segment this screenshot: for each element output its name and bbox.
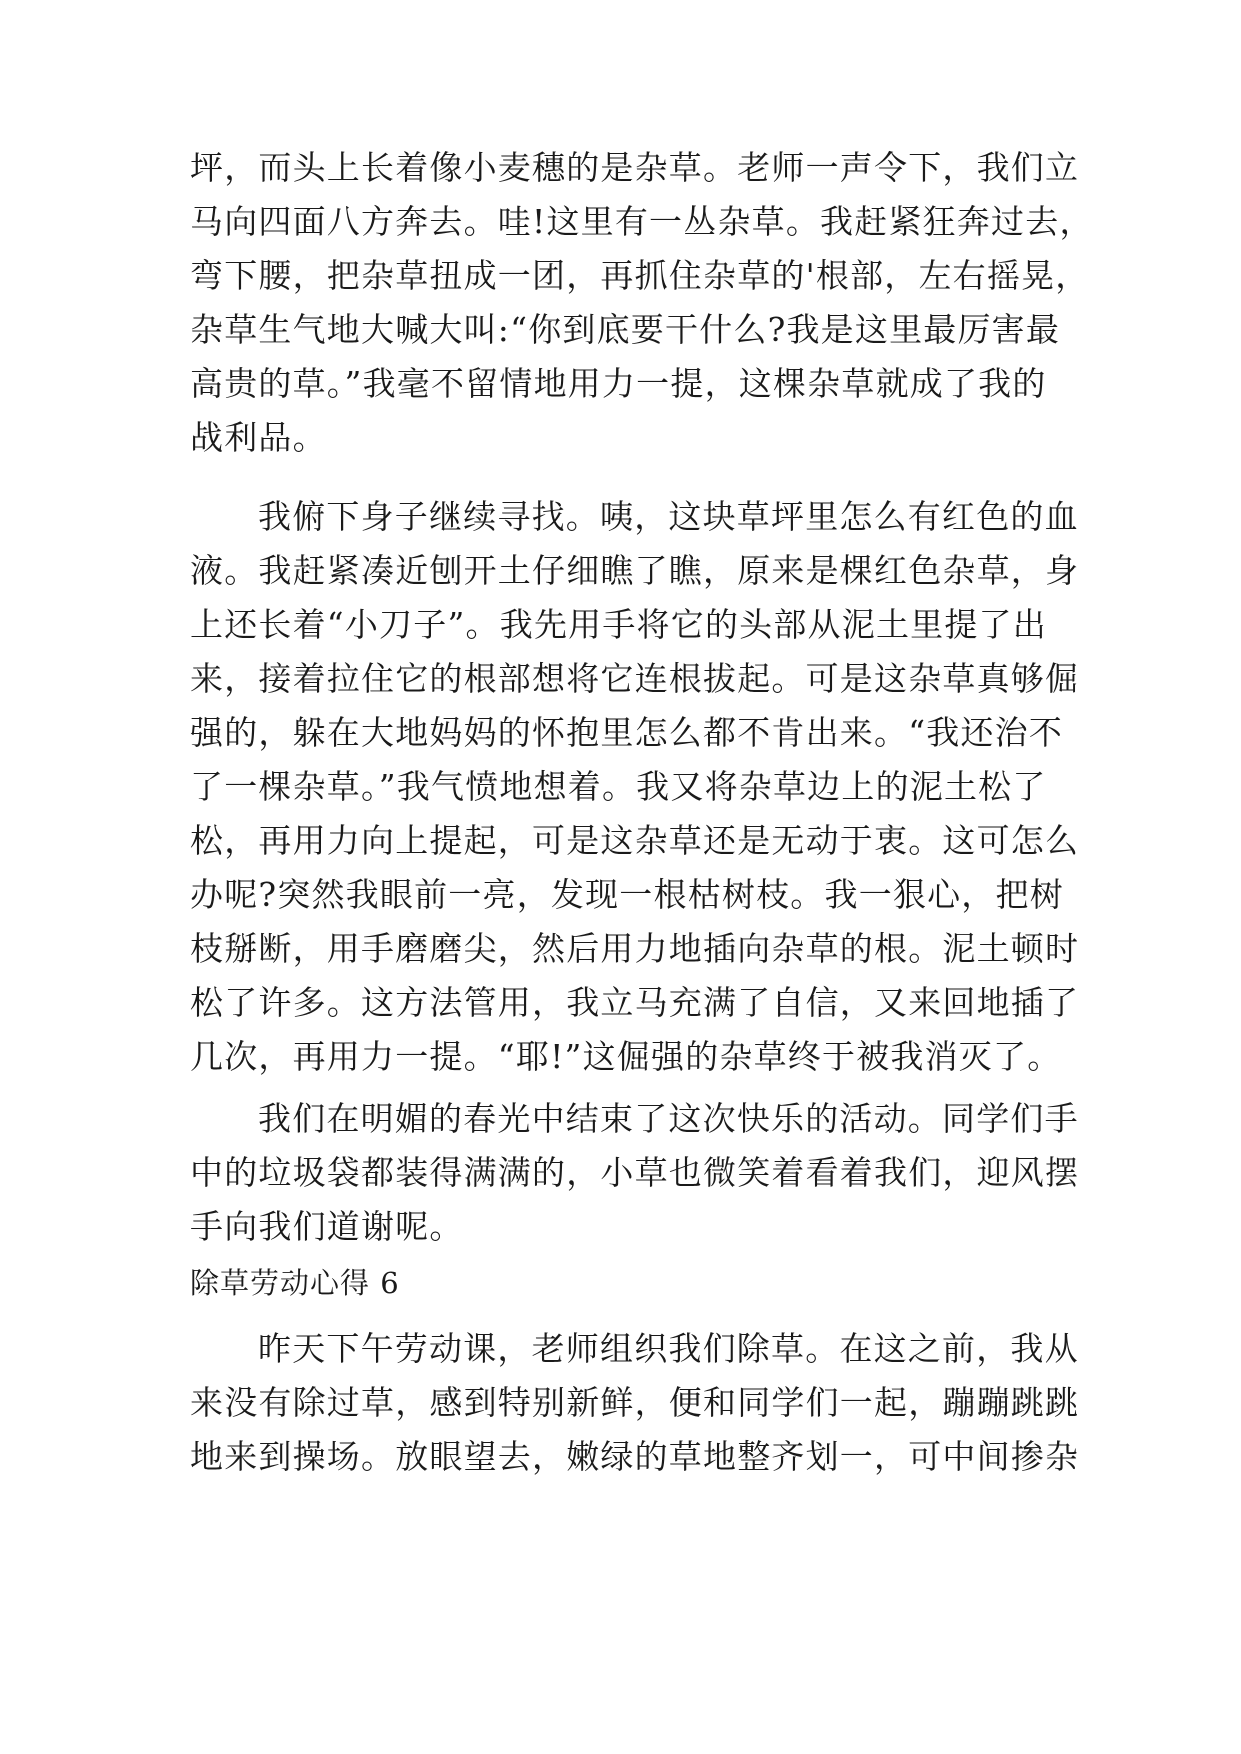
paragraph-line: 来没有除过草，感到特别新鲜，便和同学们一起，蹦蹦跳跳	[190, 1383, 1080, 1422]
paragraph-line: 松，再用力向上提起，可是这杂草还是无动于衷。这可怎么	[190, 821, 1080, 860]
paragraph-line: 弯下腰，把杂草扭成一团，再抓住杂草的'根部，左右摇晃，	[190, 256, 1090, 295]
paragraph-line: 我俯下身子继续寻找。咦，这块草坪里怎么有红色的血	[258, 497, 1079, 536]
section-heading: 除草劳动心得 6	[190, 1266, 400, 1300]
paragraph-line: 上还长着“小刀子”。我先用手将它的头部从泥土里提了出	[190, 605, 1047, 644]
paragraph-line: 来，接着拉住它的根部想将它连根拔起。可是这杂草真够倔	[190, 659, 1080, 698]
paragraph-line: 杂草生气地大喊大叫:“你到底要干什么?我是这里最厉害最	[190, 310, 1061, 349]
paragraph-line: 马向四面八方奔去。哇!这里有一丛杂草。我赶紧狂奔过去，	[190, 202, 1094, 241]
paragraph-line: 手向我们道谢呢。	[190, 1207, 464, 1246]
paragraph-line: 办呢?突然我眼前一亮，发现一根枯树枝。我一狠心，把树	[190, 875, 1064, 914]
paragraph-line: 几次，再用力一提。“耶!”这倔强的杂草终于被我消灭了。	[190, 1037, 1062, 1076]
paragraph-line: 坪，而头上长着像小麦穗的是杂草。老师一声令下，我们立	[190, 148, 1080, 187]
paragraph-line: 中的垃圾袋都装得满满的，小草也微笑着看着我们，迎风摆	[190, 1153, 1080, 1192]
paragraph-line: 我们在明媚的春光中结束了这次快乐的活动。同学们手	[258, 1099, 1079, 1138]
paragraph-line: 枝掰断，用手磨磨尖，然后用力地插向杂草的根。泥土顿时	[190, 929, 1080, 968]
paragraph-line: 强的，躲在大地妈妈的怀抱里怎么都不肯出来。“我还治不	[190, 713, 1064, 752]
paragraph-line: 地来到操场。放眼望去，嫩绿的草地整齐划一，可中间掺杂	[190, 1437, 1080, 1476]
paragraph-line: 昨天下午劳动课，老师组织我们除草。在这之前，我从	[258, 1329, 1079, 1368]
paragraph-line: 了一棵杂草。”我气愤地想着。我又将杂草边上的泥土松了	[190, 767, 1047, 806]
paragraph-line: 松了许多。这方法管用，我立马充满了自信，又来回地插了	[190, 983, 1080, 1022]
paragraph-line: 液。我赶紧凑近刨开土仔细瞧了瞧，原来是棵红色杂草，身	[190, 551, 1080, 590]
paragraph-line: 战利品。	[190, 418, 327, 457]
paragraph-line: 高贵的草。”我毫不留情地用力一提，这棵杂草就成了我的	[190, 364, 1047, 403]
